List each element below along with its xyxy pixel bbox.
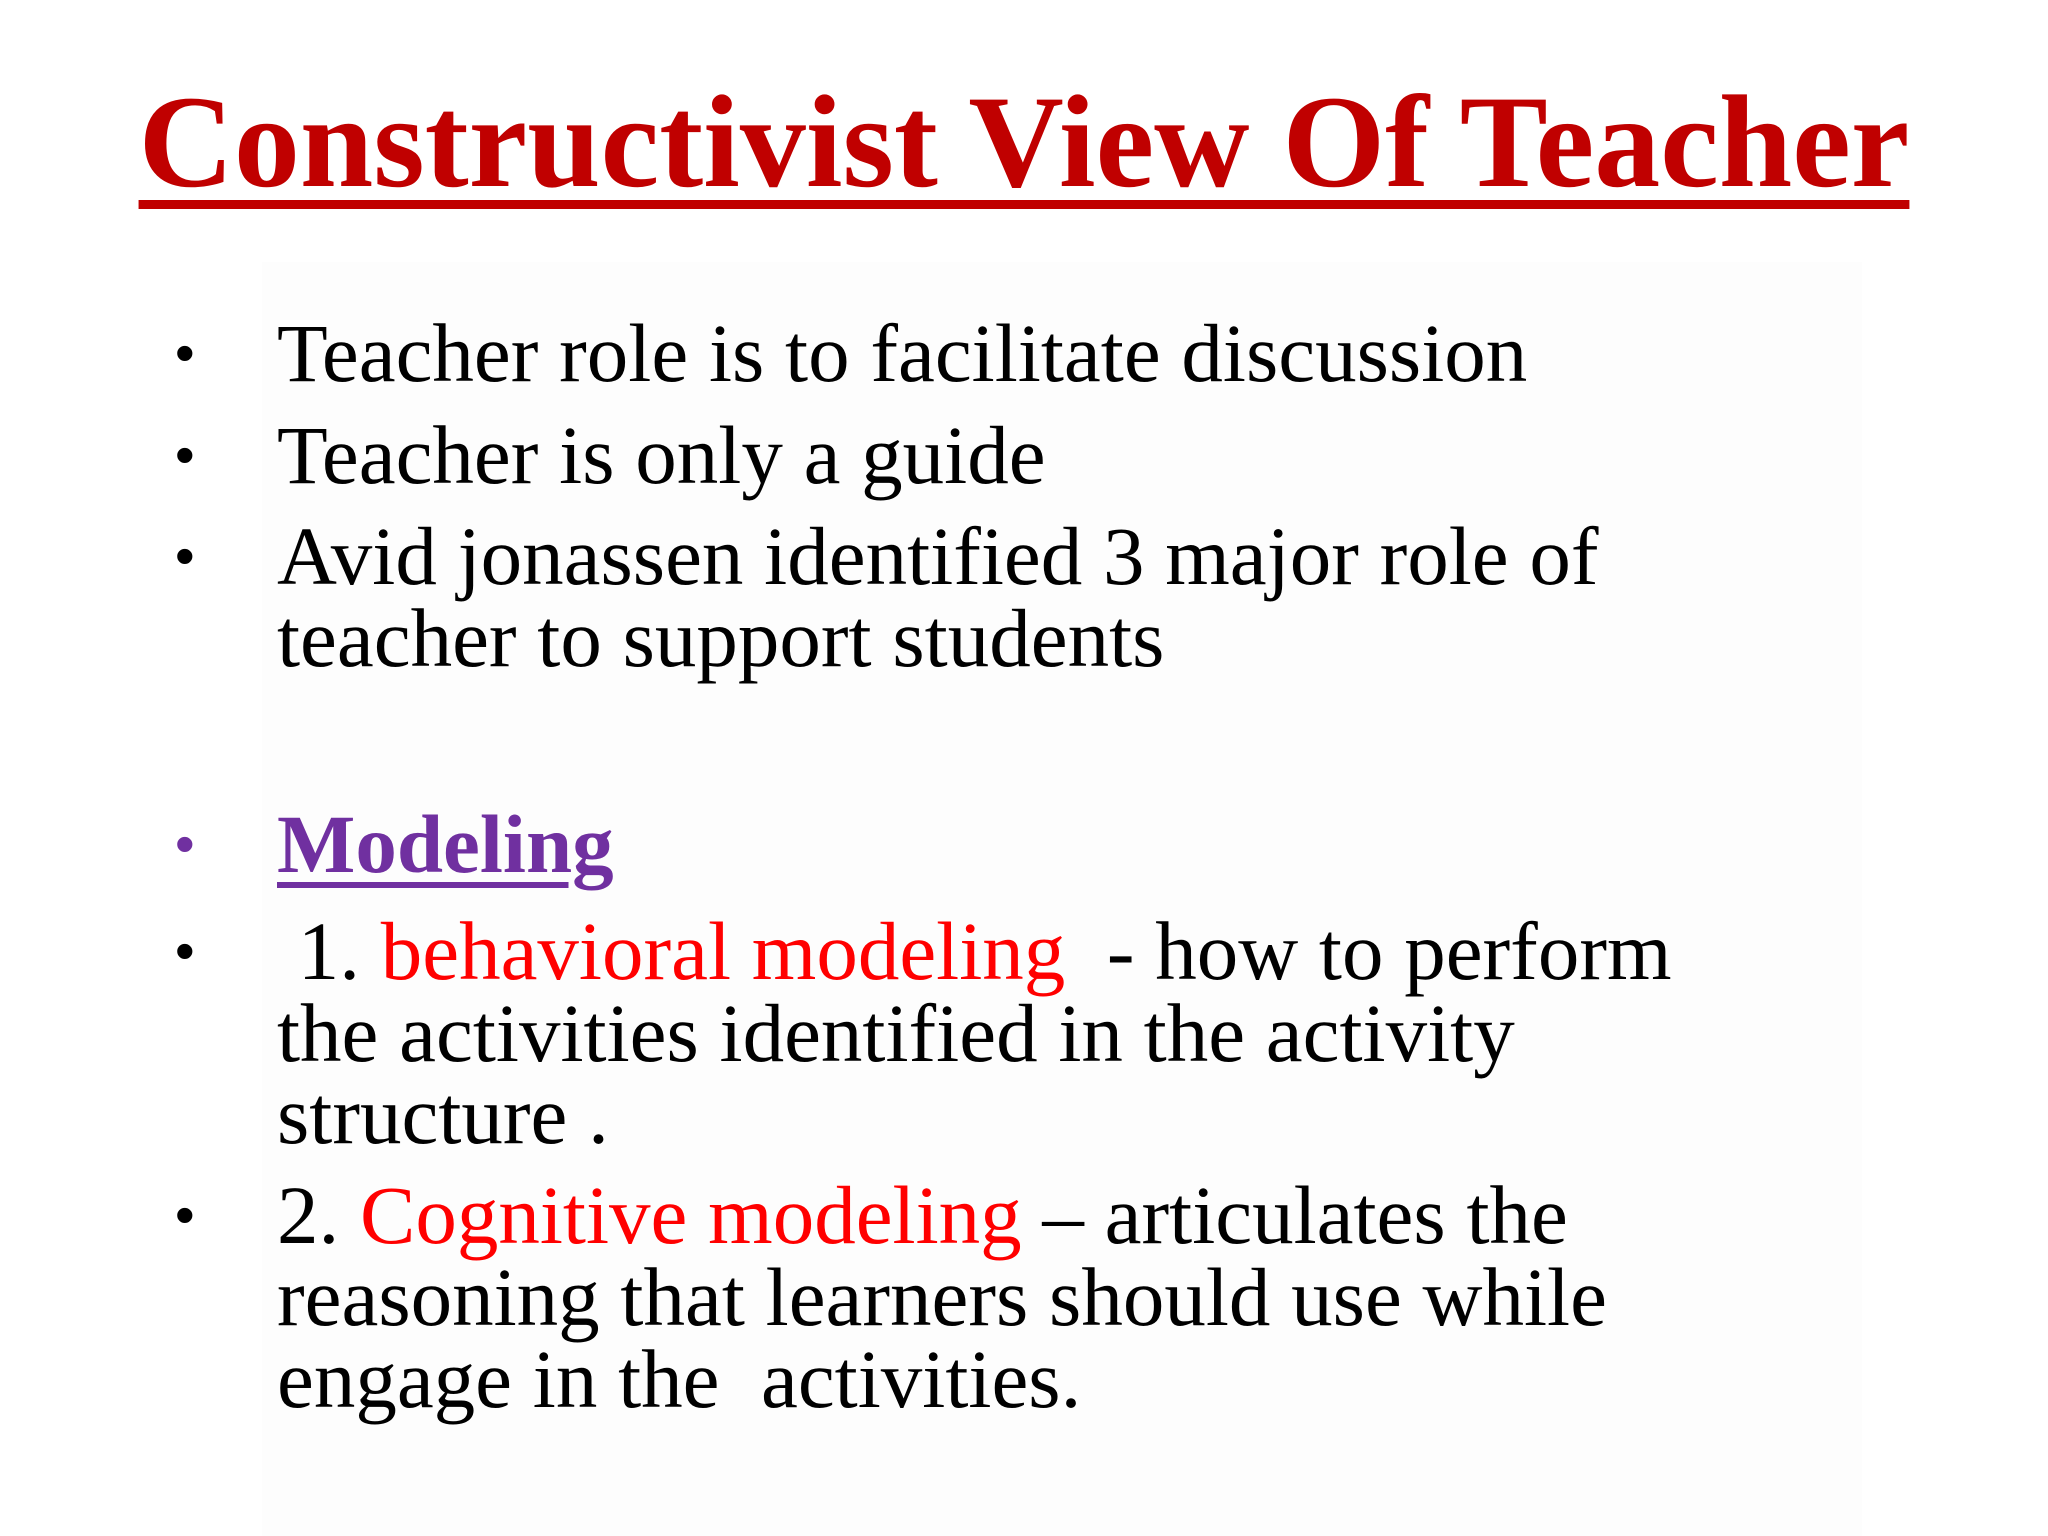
slide-title-text: Constructivist View Of Teacher	[138, 68, 1910, 215]
bullet-icon: •	[175, 321, 195, 384]
term-behavioral-modeling: behavioral modeling	[380, 905, 1066, 997]
bullet-text-line: structure .	[277, 1069, 609, 1161]
bullet-text: Teacher role is to facilitate discussion	[277, 307, 1528, 399]
modeling-heading: Modeling	[277, 798, 614, 890]
term-description: - how to perform	[1065, 905, 1672, 997]
bullet-icon: •	[175, 919, 195, 982]
term-description: – articulates the	[1021, 1169, 1568, 1261]
bullet-text-line: teacher to support students	[277, 592, 1165, 684]
bullet-text-line: the activities identified in the activity	[277, 987, 1515, 1079]
bullet-text-line: reasoning that learners should use while	[277, 1251, 1607, 1343]
term-cognitive-modeling: Cognitive modeling	[360, 1169, 1022, 1261]
bullet-icon: •	[175, 423, 195, 486]
bullet-icon: •	[175, 812, 195, 875]
bullet-icon: •	[175, 524, 195, 587]
bullet-text	[277, 1169, 1777, 1425]
item-number: 1.	[277, 905, 381, 997]
bullet-text: Teacher is only a guide	[277, 409, 1046, 501]
bullet-text	[277, 510, 1777, 684]
bullet-text-line: engage in the activities.	[277, 1333, 1082, 1425]
bullet-text	[277, 905, 1777, 1161]
bullet-text-line: Avid jonassen identified 3 major role of	[277, 510, 1599, 602]
bullet-icon: •	[175, 1183, 195, 1246]
item-number: 2.	[277, 1169, 360, 1261]
